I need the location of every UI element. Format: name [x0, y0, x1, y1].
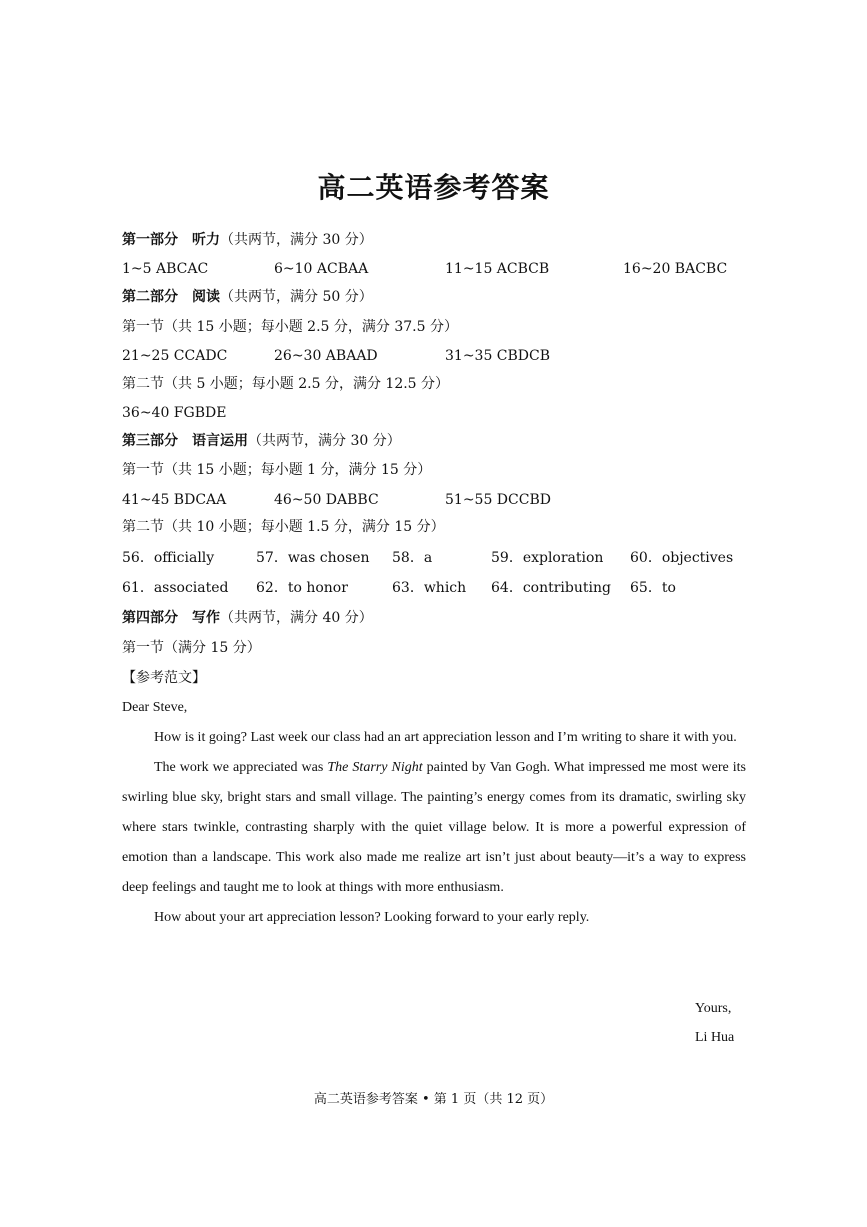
part4-heading: 第四部分 写作（共两节，满分 40 分） [122, 610, 373, 626]
part2-section2: 第二节（共 5 小题；每小题 2.5 分，满分 12.5 分） [122, 376, 450, 392]
fill-answers-row-1 [122, 549, 762, 567]
fill-answer: 60．objectives [630, 550, 734, 566]
letter-paragraph-1: How is it going? Last week our class had an art appreciation lesson and I’m writing to share it with you. [154, 730, 737, 745]
part1-answers [122, 260, 762, 278]
part3-section2: 第二节（共 10 小题；每小题 1.5 分，满分 15 分） [122, 519, 445, 535]
part2-section1-answers [122, 347, 762, 365]
fill-answer: 56．officially [122, 550, 215, 566]
answer-group: 21~25 CCADC [122, 348, 228, 364]
answer-group: 1~5 ABCAC [122, 261, 209, 277]
letter-paragraph-2: The work we appreciated was The Starry Night painted by Van Gogh. What impressed me most were its swirling blue sky, bright stars and small village. The painting’s energy comes from its dramatic, swirling sky where stars twinkle, contrasting sharply with the quiet village below. It is more a powerful expression of emotion than a landscape. This work also made me realize art isn’t just about beauty—it’s a way to express deep feelings and taught me to look at things with more enthusiasm. [122, 760, 746, 895]
fill-answer: 65．to [630, 580, 676, 596]
answer-group: 46~50 DABBC [274, 492, 379, 508]
answer-group: 11~15 ACBCB [445, 261, 550, 277]
sample-letter [122, 693, 746, 933]
answer-group: 6~10 ACBAA [274, 261, 369, 277]
fill-answer: 64．contributing [491, 580, 611, 596]
answer-group: 41~45 BDCAA [122, 492, 227, 508]
part2-section1: 第一节（共 15 小题；每小题 2.5 分，满分 37.5 分） [122, 319, 458, 335]
page-footer: 高二英语参考答案 • 第 1 页（共 12 页） [313, 1092, 554, 1107]
fill-answer: 57．was chosen [256, 550, 370, 566]
page-title: 高二英语参考答案 [317, 171, 550, 204]
part3-heading: 第三部分 语言运用（共两节，满分 30 分） [122, 433, 401, 449]
answer-group: 31~35 CBDCB [445, 348, 551, 364]
answer-group: 51~55 DCCBD [445, 492, 551, 508]
fill-answer: 62．to honor [256, 580, 348, 596]
letter-salutation: Dear Steve, [122, 700, 188, 715]
fill-answer: 63．which [392, 580, 467, 596]
part1-heading: 第一部分 听力（共两节，满分 30 分） [122, 232, 373, 248]
sample-essay-label: 【参考范文】 [122, 670, 206, 686]
answer-group: 16~20 BACBC [623, 261, 728, 277]
letter-paragraph-3: How about your art appreciation lesson? Looking forward to your early reply. [154, 910, 590, 925]
answer-group: 26~30 ABAAD [274, 348, 378, 364]
fill-answer: 58．a [392, 550, 433, 566]
part2-section2-answers: 36~40 FGBDE [122, 405, 227, 421]
letter-closing: Yours, [695, 1001, 732, 1016]
letter-signature-name: Li Hua [695, 1030, 735, 1045]
part3-section1: 第一节（共 15 小题；每小题 1 分，满分 15 分） [122, 462, 432, 478]
part3-section1-answers [122, 491, 762, 509]
fill-answer: 59．exploration [491, 550, 604, 566]
artwork-title: The Starry Night [327, 760, 423, 775]
part4-section1: 第一节（满分 15 分） [122, 640, 261, 656]
part2-heading: 第二部分 阅读（共两节，满分 50 分） [122, 289, 373, 305]
fill-answers-row-2 [122, 579, 762, 597]
fill-answer: 61．associated [122, 580, 229, 596]
